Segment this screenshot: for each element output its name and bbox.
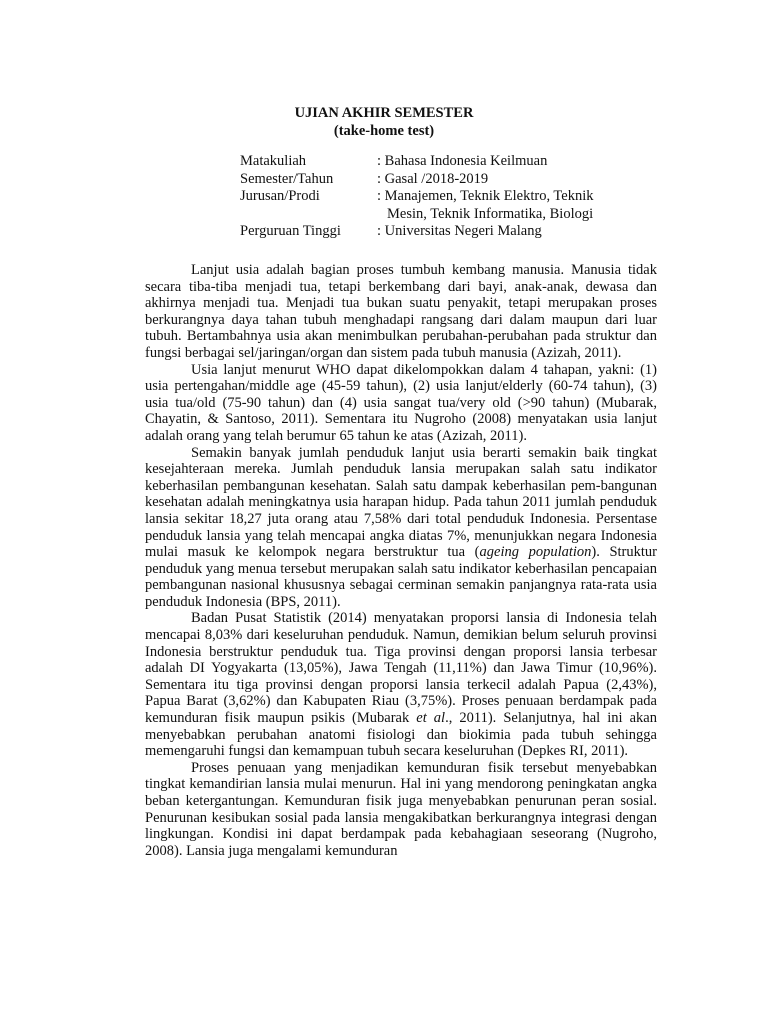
info-row-matakuliah — [240, 153, 647, 171]
info-label: Semester/Tahun — [240, 170, 334, 187]
page-subtitle: (take-home test) — [333, 123, 435, 139]
info-label: Matakuliah — [240, 153, 307, 169]
info-label: Perguruan Tinggi — [240, 223, 341, 239]
info-value: : Bahasa Indonesia Keilmuan — [377, 153, 548, 169]
info-row-jurusan — [240, 188, 647, 206]
info-value-continued: Mesin, Teknik Informatika, Biologi — [387, 205, 594, 222]
info-row-jurusan-cont — [240, 206, 647, 224]
paragraph: Lanjut usia adalah bagian proses tumbuh kembang manusia. Manusia tidak secara tiba-tiba menjadi tua, tetapi berkembang dari bayi, anak-anak, dewasa dan akhirnya menjadi tua. Menjadi tua bukan suatu penyakit, tetapi merupakan proses berkurangnya daya tahan tubuh menghadapi rangsang dari dalam maupun dari luar tubuh. Bertambahnya usia akan menimbulkan perubahan-perubahan pada struktur dan fungsi berbagai sel/jaringan/organ dan sistem pada tubuh manusia (Azizah, 2011). — [145, 262, 657, 361]
paragraph: Usia lanjut menurut WHO dapat dikelompokkan dalam 4 tahapan, yakni: (1) usia pertengahan/middle age (45-59 tahun), (2) usia lanjut/elderly (60-74 tahun), (3) usia tua/old (75-90 tahun) dan (4) usia sangat tua/very old (>90 tahun) (Mubarak, Chayatin, & Santoso, 2011). Sementara itu Nugroho (2008) menyatakan usia lanjut adalah orang yang telah berumur 65 tahun ke atas (Azizah, 2011). — [145, 361, 657, 444]
info-value: : Manajemen, Teknik Elektro, Teknik — [377, 188, 594, 204]
page-title: UJIAN AKHIR SEMESTER — [294, 105, 474, 121]
emphasis: ageing population — [479, 544, 592, 561]
info-label: Jurusan/Prodi — [240, 188, 320, 204]
paragraph: Proses penuaan yang menjadikan kemunduran fisik tersebut menyebabkan tingkat kemandirian lansia mulai menurun. Hal ini yang mendorong peningkatan angka beban ketergantungan. Kemunduran fisik juga menyebabkan penurunan peran sosial. Penurunan kesibukan sosial pada lansia mengakibatkan berkurangnya integrasi dengan lingkungan. Kondisi ini dapat berdampak pada kebahagiaan seseorang (Nugroho, 2008). Lansia juga mengalami kemunduran — [145, 759, 657, 859]
info-row-perguruan — [240, 223, 647, 241]
paragraph: Badan Pusat Statistik (2014) menyatakan proporsi lansia di Indonesia telah mencapai 8,03% dari keseluruhan penduduk. Namun, demikian belum seluruh provinsi Indonesia berstruktur penduduk tua. Tiga provinsi dengan proporsi lansia terbesar adalah DI Yogyakarta (13,05%), Jawa Tengah (11,11%) dan Jawa Timur (10,96%). Sementara itu tiga provinsi dengan proporsi lansia terkecil adalah Papua (2,43%), Papua Barat (3,62%) dan Kabupaten Riau (3,75%). Proses penuaan berdampak pada kemunduran fisik maupun psikis (Mubarak et al., 2011). Selanjutnya, hal ini akan menyebabkan perubahan anatomi fisiologi dan biokimia pada tubuh sehingga memengaruhi fungsi dan kemampuan tubuh secara keseluruhan (Depkes RI, 2011). — [145, 610, 657, 760]
course-info — [240, 153, 647, 241]
info-row-semester — [240, 171, 647, 189]
paragraph: Semakin banyak jumlah penduduk lanjut usia berarti semakin baik tingkat kesejahteraan mereka. Jumlah penduduk lansia merupakan salah satu indikator keberhasilan pembangunan kesehatan. Salah satu dampak keberhasilan pem-bangunan kesehatan adalah meningkatnya usia harapan hidup. Pada tahun 2011 jumlah penduduk lansia sekitar 18,27 juta orang atau 7,58% dari total penduduk Indonesia. Persentase penduduk lansia yang telah mencapai angka diatas 7%, menunjukkan negara Indonesia mulai masuk ke kelompok negara berstruktur tua (ageing population). Struktur penduduk yang menua tersebut merupakan salah satu indikator keberhasilan pencapaian pembangunan nasional khususnya sebagai cerminan semakin panjangnya rata-rata usia penduduk Indonesia (BPS, 2011). — [145, 444, 657, 610]
emphasis: et al — [416, 710, 446, 727]
document-body — [145, 262, 657, 859]
info-value: : Universitas Negeri Malang — [377, 223, 542, 239]
info-value: : Gasal /2018-2019 — [377, 170, 489, 187]
